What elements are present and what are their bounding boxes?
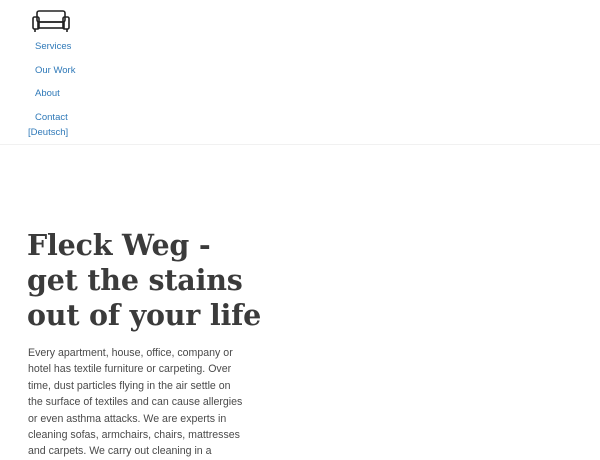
nav-link-services[interactable]: Services: [35, 41, 72, 52]
sofa-logo-icon[interactable]: [32, 8, 70, 34]
nav-link-contact[interactable]: Contact: [35, 111, 68, 123]
nav-item-our-work: [35, 62, 75, 86]
language-switch-link[interactable]: [Deutsch]: [28, 127, 69, 138]
sofa-logo-svg: [32, 8, 70, 34]
nav-item-services: [35, 38, 75, 62]
nav-item-about: [35, 85, 75, 109]
hero-title: Fleck Weg - get the stains out of your life: [27, 228, 262, 332]
nav-link-our-work[interactable]: Our Work: [35, 64, 76, 76]
hero-description: Every apartment, house, office, company or hotel has textile furniture or carpeting. Over time, dust particles flying in the air settle on the surface of textiles and can cause allergies or even asthma attacks. We are experts in cleaning sofas, armchairs, chairs, mattresses and carpets. We carry out cleaning in a: [28, 347, 243, 458]
nav-link-about[interactable]: About: [35, 88, 60, 99]
main-nav: [35, 38, 75, 132]
site-header: [0, 0, 600, 145]
